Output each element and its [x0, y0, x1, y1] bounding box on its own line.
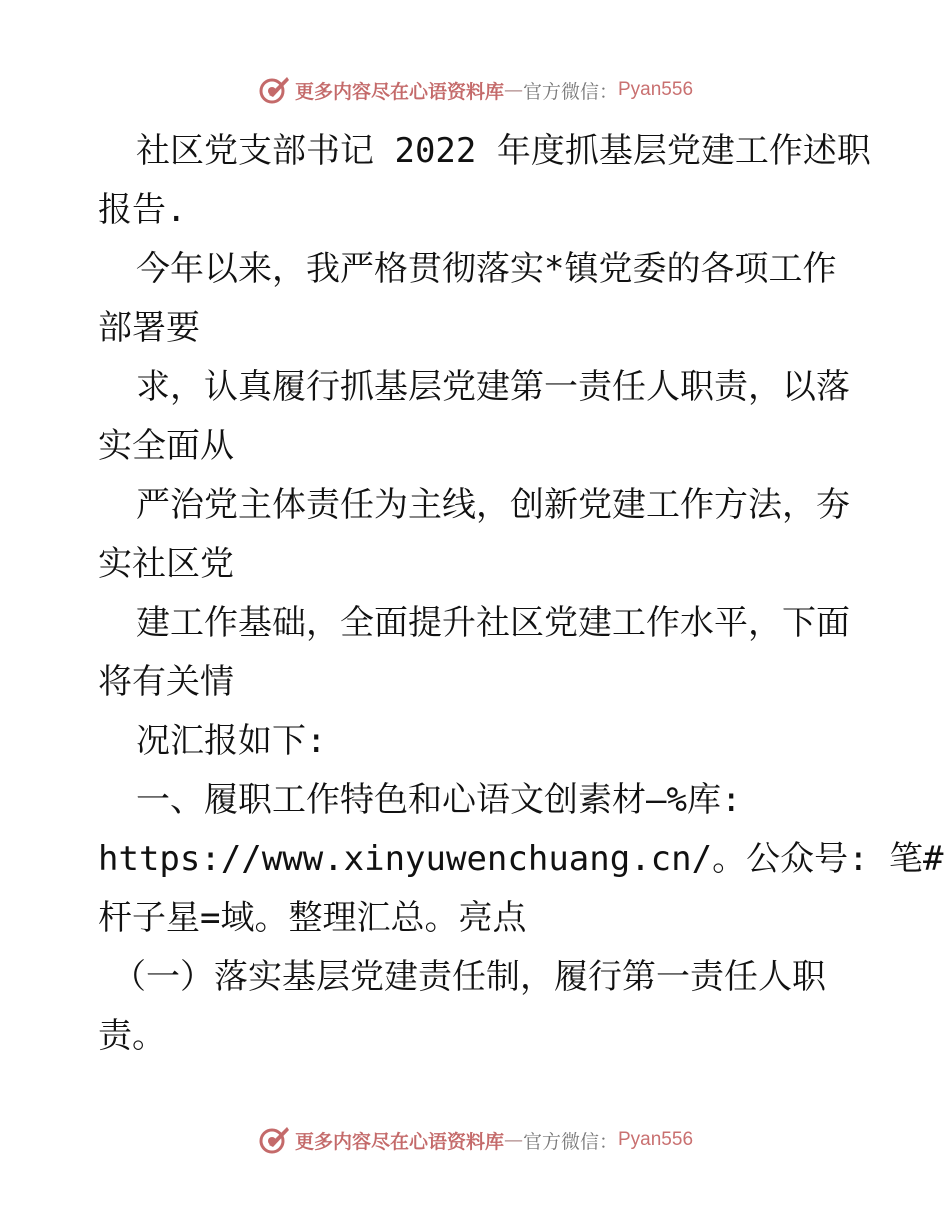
- watermark-wechat-id: Pyan556: [618, 1129, 694, 1150]
- document-body: [98, 122, 944, 1066]
- watermark-title: 更多内容尽在心语资料库: [294, 80, 504, 103]
- quill-logo-icon: [257, 1123, 291, 1157]
- watermark-wechat-id: Pyan556: [618, 79, 694, 100]
- watermark-dash: —: [503, 79, 523, 101]
- document-line: 况汇报如下:: [136, 721, 327, 761]
- document-line: 建工作基础，全面提升社区党建工作水平，下面: [136, 603, 850, 643]
- document-line: 责。: [98, 1016, 166, 1056]
- document-line: 实全面从: [98, 426, 234, 466]
- document-line: 严治党主体责任为主线，创新党建工作方法，夯: [136, 485, 850, 525]
- watermark-wechat-label: 官方微信：: [522, 1130, 618, 1153]
- document-line: 将有关情: [98, 662, 234, 702]
- watermark-dash: —: [503, 1129, 523, 1151]
- quill-logo-icon: [257, 73, 291, 107]
- document-line: 今年以来，我严格贯彻落实*镇党委的各项工作: [136, 249, 837, 289]
- document-line: 求，认真履行抓基层党建第一责任人职责，以落: [136, 367, 850, 407]
- footer-watermark: [0, 1120, 950, 1160]
- document-line: 部署要: [98, 308, 200, 348]
- document-line: https://www.xinyuwenchuang.cn/。公众号: 笔#: [98, 839, 944, 879]
- document-line: 报告.: [98, 190, 187, 230]
- subsection-heading: （一）落实基层党建责任制，履行第一责任人职: [112, 957, 826, 997]
- watermark-wechat-label: 官方微信：: [522, 80, 618, 103]
- document-line: 社区党支部书记 2022 年度抓基层党建工作述职: [136, 131, 871, 171]
- header-watermark: [0, 70, 950, 110]
- section-heading: 一、履职工作特色和心语文创素材—%库:: [136, 780, 742, 820]
- watermark-title: 更多内容尽在心语资料库: [294, 1130, 504, 1153]
- document-line: 杆子星=域。整理汇总。亮点: [98, 898, 527, 938]
- document-line: 实社区党: [98, 544, 234, 584]
